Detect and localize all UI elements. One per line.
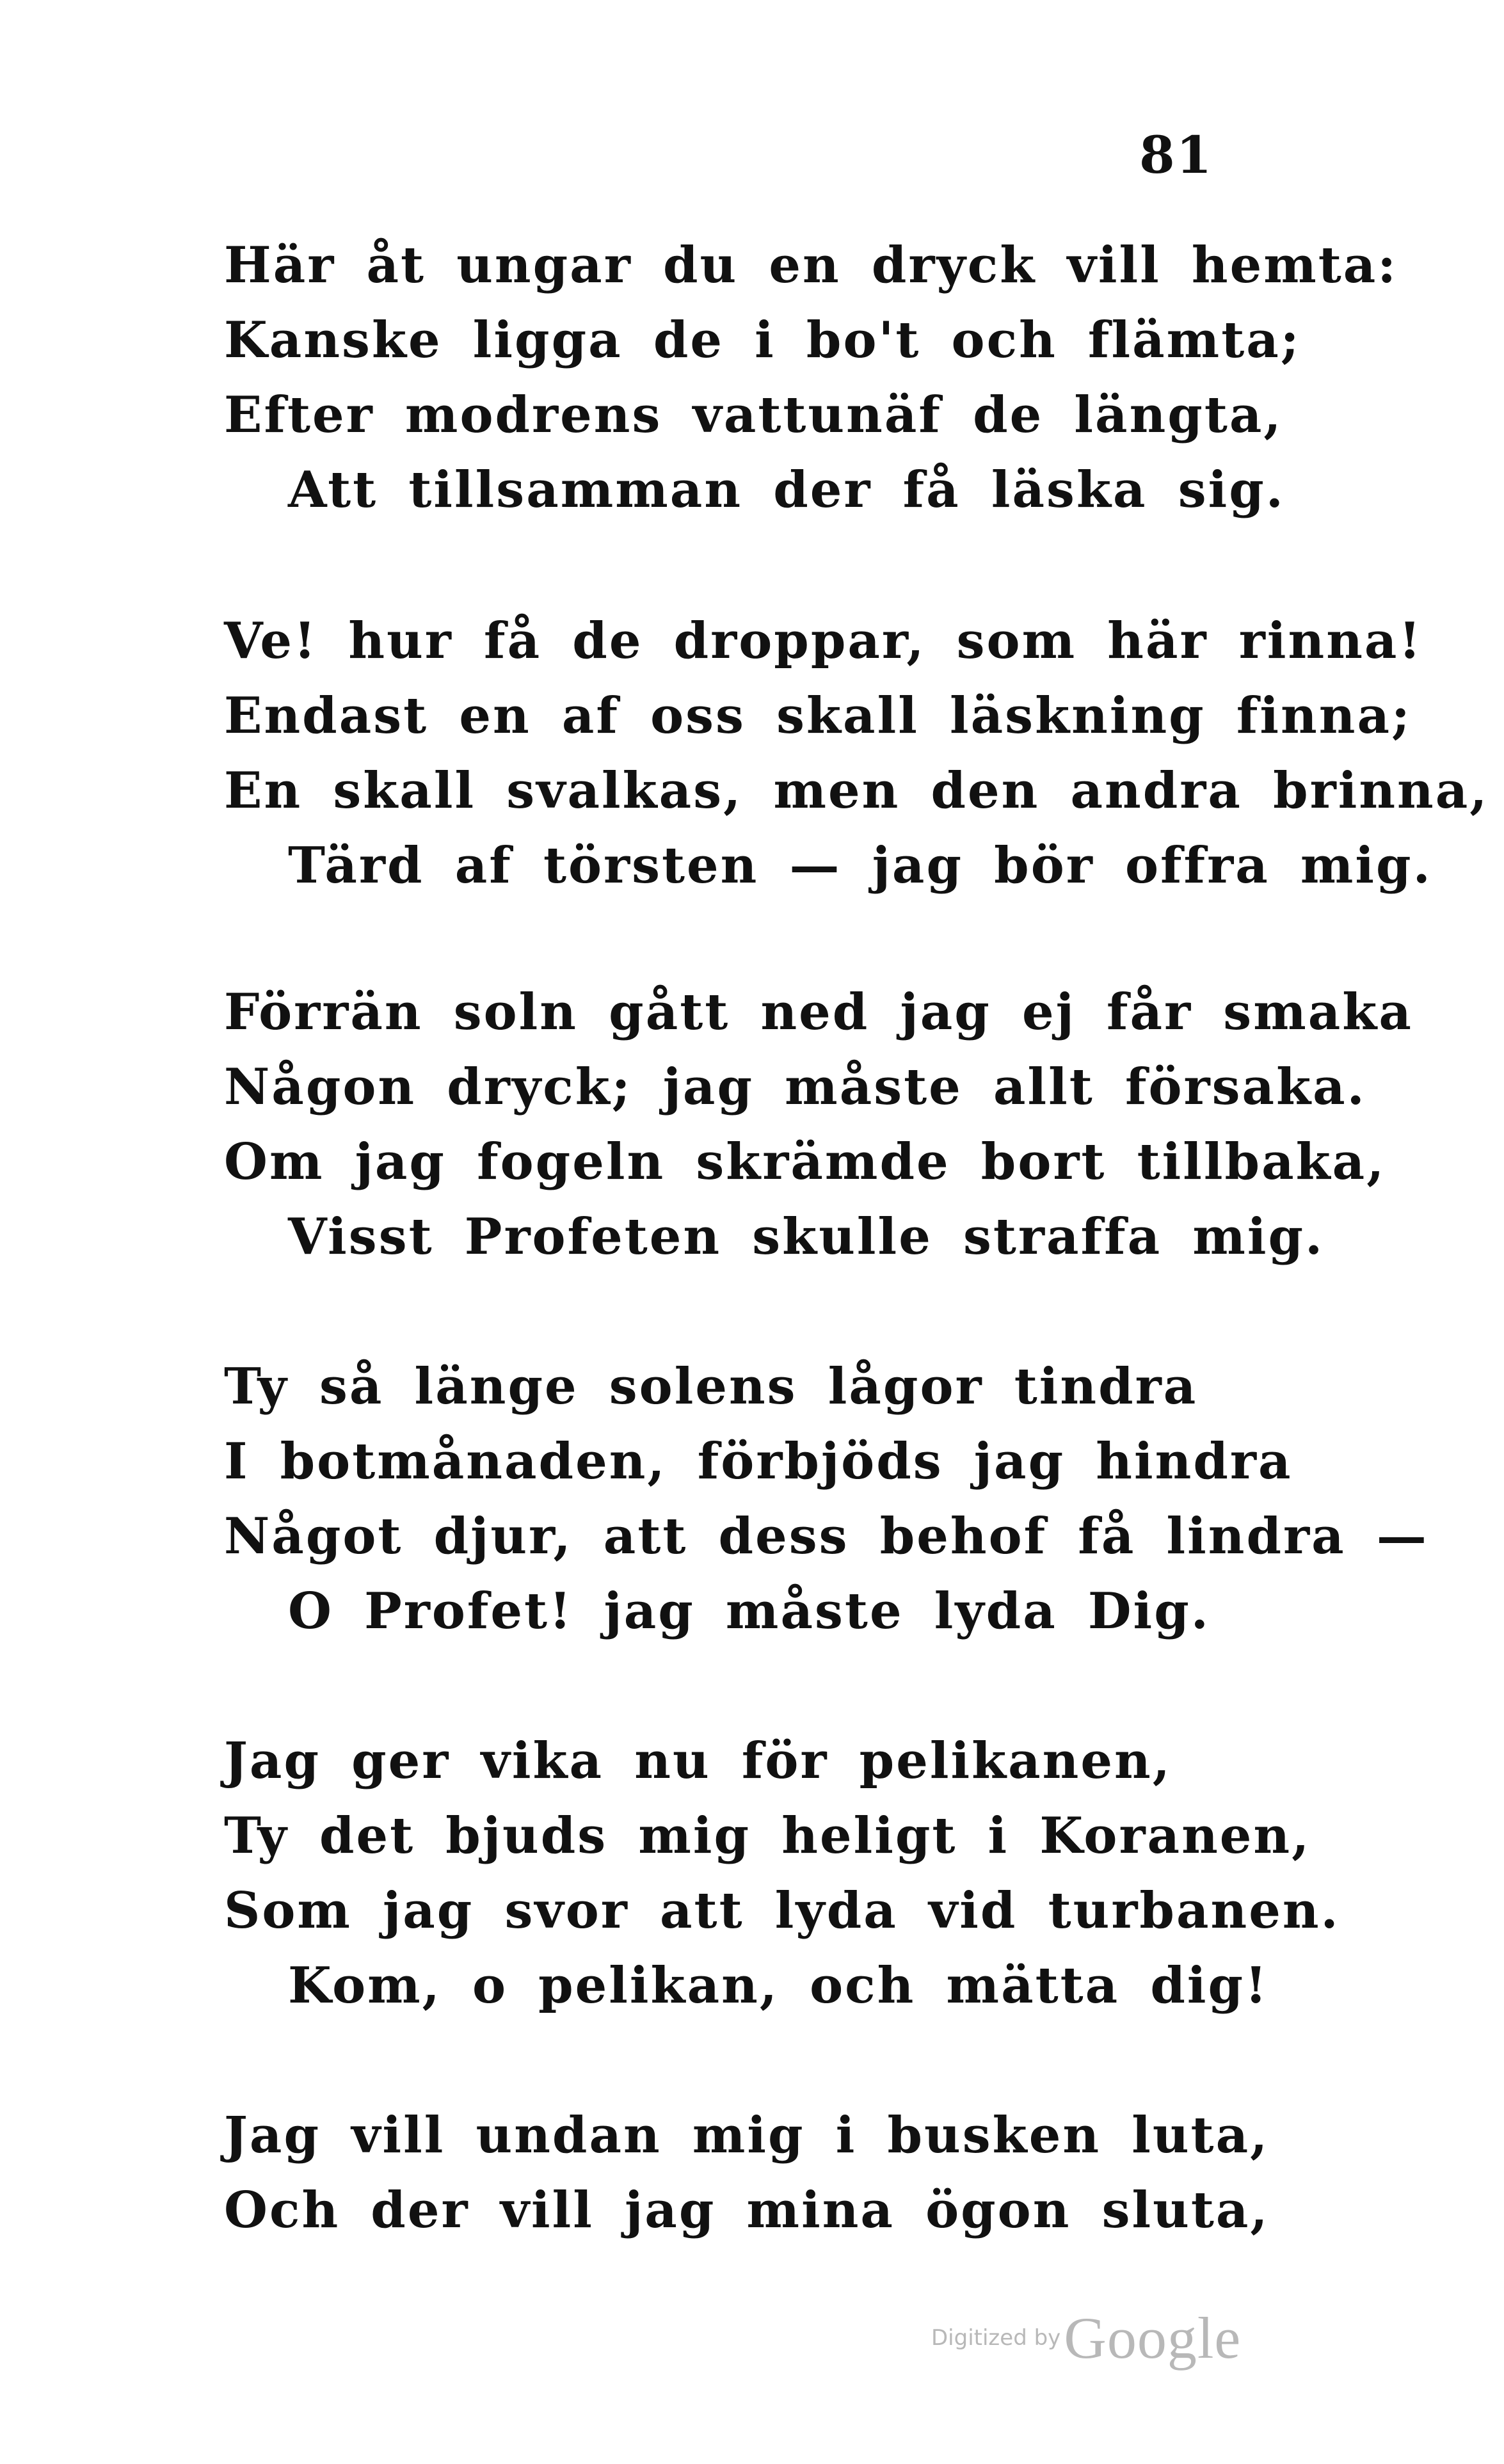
verse-line: Endast en af oss skall läskning finna; (224, 687, 1412, 745)
verse-line: Jag ger vika nu för pelikanen, (224, 1732, 1172, 1790)
google-logo: Google (1064, 2305, 1242, 2371)
stanza-6 (224, 2098, 1280, 2248)
page-number: 81 (1139, 125, 1213, 185)
digitized-by-google-watermark (931, 2304, 1241, 2372)
verse-line: Ve! hur få de droppar, som här rinna! (224, 612, 1423, 670)
verse-line: Någon dryck; jag måste allt försaka. (224, 1058, 1366, 1116)
stanza-4 (224, 1349, 1428, 1649)
verse-line: Förrän soln gått ned jag ej får smaka (224, 983, 1413, 1041)
stanza-1 (224, 228, 1398, 527)
stanza-3 (224, 975, 1413, 1274)
verse-line: I botmånaden, förbjöds jag hindra (224, 1432, 1293, 1491)
verse-line: Att tillsamman der få läska sig. (288, 461, 1285, 519)
verse-line: O Profet! jag måste lyda Dig. (288, 1582, 1210, 1640)
verse-line: Ty det bjuds mig heligt i Koranen, (224, 1807, 1311, 1865)
verse-line: Kom, o pelikan, och mätta dig! (288, 1956, 1269, 2015)
verse-line: Jag vill undan mig i busken luta, (224, 2106, 1270, 2164)
verse-line: Tärd af törsten — jag bör offra mig. (288, 836, 1432, 895)
stanza-5 (224, 1724, 1340, 2023)
verse-line: Här åt ungar du en dryck vill hemta: (224, 236, 1398, 294)
stanza-2 (224, 604, 1489, 903)
verse-line: Visst Profeten skulle straffa mig. (288, 1208, 1325, 1266)
verse-line: En skall svalkas, men den andra brinna, (224, 762, 1489, 820)
verse-line: Kanske ligga de i bo't och flämta; (224, 311, 1301, 369)
verse-line: Och der vill jag mina ögon sluta, (224, 2181, 1270, 2239)
verse-line: Om jag fogeln skrämde bort tillbaka, (224, 1133, 1386, 1191)
verse-line: Efter modrens vattunäf de längta, (224, 386, 1283, 444)
watermark-prefix: Digitized by (931, 2325, 1061, 2351)
verse-line: Ty så länge solens lågor tindra (224, 1357, 1198, 1416)
verse-line: Något djur, att dess behof få lindra — (224, 1507, 1428, 1565)
verse-line: Som jag svor att lyda vid turbanen. (224, 1882, 1340, 1940)
